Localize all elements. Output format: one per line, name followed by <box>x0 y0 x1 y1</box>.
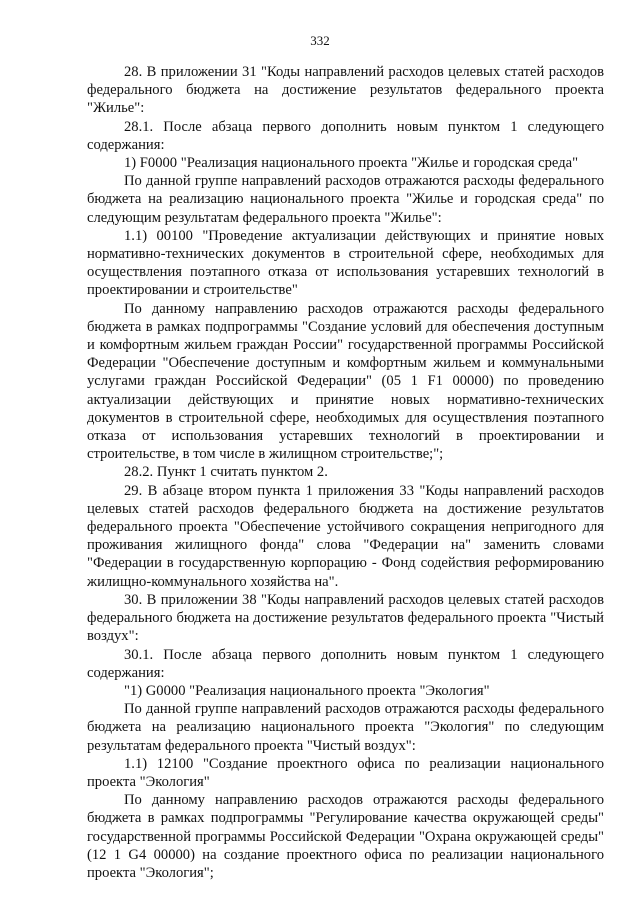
page-number: 332 <box>310 33 330 48</box>
paragraph-30: 30. В приложении 38 "Коды направлений расходов целевых статей расходов федерального бюджета на достижение результатов федерального проекта "Чистый воздух": <box>87 591 604 645</box>
item-f0000-description: По данной группе направлений расходов отражаются расходы федерального бюджета на реализацию национального проекта "Жилье и городская среда" по следующим результатам федерального проекта "Жилье": <box>87 173 604 226</box>
paragraph-28-1: 28.1. После абзаца первого дополнить новым пунктом 1 следующего содержания: <box>87 118 604 153</box>
item-f0000-heading: 1) F0000 "Реализация национального проекта "Жилье и городская среда" <box>124 155 579 172</box>
item-12100-description: По данному направлению расходов отражаются расходы федерального бюджета в рамках подпрограммы "Регулирование качества окружающей среды" государственной программы Российской Федерации "Охрана окружающей среды" (12 1 G4 00000) на создание проектного офиса по реализации национального проекта "Экология"; <box>87 792 604 881</box>
paragraph-30-1: 30.1. После абзаца первого дополнить новым пунктом 1 следующего содержания: <box>87 646 604 681</box>
item-g0000-heading: "1) G0000 "Реализация национального проекта "Экология" <box>124 682 490 699</box>
item-00100-description: По данному направлению расходов отражаются расходы федерального бюджета в рамках подпрограммы "Создание условий для обеспечения доступным и комфортным жильем граждан России" государственной программы Российской Федерации "Обеспечение доступным и комфортным жильем и коммунальными услугами граждан Российской Федерации" (05 1 F1 00000) по проведению актуализации действующих и принятие новых нормативно-технических документов в строительной сфере, необходимых для осуществления поэтапного отказа от использования устаревших технологий в проектировании и строительстве, в том числе в жилищном строительстве;"; <box>87 300 604 463</box>
paragraph-28: 28. В приложении 31 "Коды направлений расходов целевых статей расходов федерального бюджета на достижение результатов федерального проекта "Жилье": <box>87 64 604 117</box>
item-00100-heading: 1.1) 00100 "Проведение актуализации действующих и принятие новых нормативно-технических документов в строительной сфере, необходимых для осуществления поэтапного отказа от использования устаревших технологий в проектировании и строительстве" <box>87 227 604 299</box>
paragraph-28-2: 28.2. Пункт 1 считать пунктом 2. <box>124 464 328 481</box>
item-12100-heading: 1.1) 12100 "Создание проектного офиса по реализации национального проекта "Экология" <box>87 755 604 790</box>
paragraph-29: 29. В абзаце втором пункта 1 приложения 33 "Коды направлений расходов целевых статей расходов федерального бюджета на достижение результатов федерального проекта "Обеспечение устойчивого сокращения непригодного для проживания жилищного фонда" слова "Федерации на" заменить словами "Федерации в государственную корпорацию - Фонд содействия реформированию жилищно-коммунального хозяйства на". <box>87 482 604 590</box>
item-g0000-description: По данной группе направлений расходов отражаются расходы федерального бюджета на реализацию национального проекта "Экология" по следующим результатам федерального проекта "Чистый воздух": <box>87 701 604 754</box>
document-body <box>87 63 604 882</box>
